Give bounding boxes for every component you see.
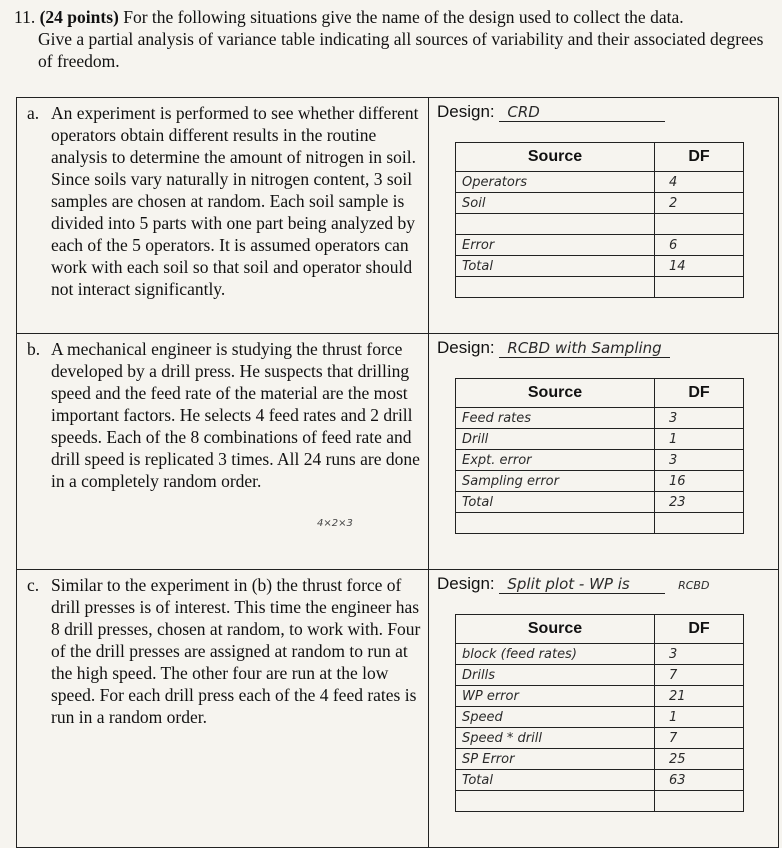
- answer-cell: [429, 334, 779, 570]
- anova-df-cell[interactable]: 6: [655, 235, 744, 256]
- problem-description: [17, 334, 428, 492]
- anova-row: [456, 728, 744, 749]
- df-header: DF: [655, 143, 744, 172]
- design-line: [429, 570, 778, 604]
- design-answer[interactable]: Split plot - WP is: [499, 575, 665, 594]
- anova-row: [456, 791, 744, 812]
- df-header: DF: [655, 615, 744, 644]
- anova-df-cell[interactable]: 23: [655, 492, 744, 513]
- anova-source-cell[interactable]: Sampling error: [456, 471, 655, 492]
- anova-source-cell[interactable]: Drill: [456, 429, 655, 450]
- anova-df-cell[interactable]: 7: [655, 728, 744, 749]
- anova-header-row: [456, 143, 744, 172]
- problem-row: [17, 570, 779, 848]
- anova-source-cell[interactable]: [456, 214, 655, 235]
- anova-row: [456, 686, 744, 707]
- design-line: [429, 98, 778, 132]
- answer-cell: [429, 98, 779, 334]
- anova-df-cell[interactable]: 21: [655, 686, 744, 707]
- problem-text: A mechanical engineer is studying the thrust force developed by a drill press. He suspects that drilling speed and the feed rate of the material are the most important factors. He selects 4 feed rates and 2 drill speeds. Each of the 8 combinations of feed rate and drill speed is replicated 3 times. All 24 runs are done in a completely random order.: [51, 339, 420, 491]
- anova-source-cell[interactable]: [456, 791, 655, 812]
- anova-df-cell[interactable]: 2: [655, 193, 744, 214]
- anova-df-cell[interactable]: 7: [655, 665, 744, 686]
- problem-description-cell: [17, 570, 429, 848]
- problem-description: [17, 570, 428, 728]
- anova-df-cell[interactable]: 14: [655, 256, 744, 277]
- anova-source-cell[interactable]: Speed * drill: [456, 728, 655, 749]
- anova-row: [456, 256, 744, 277]
- anova-header-row: [456, 615, 744, 644]
- anova-row: [456, 172, 744, 193]
- anova-header-row: [456, 379, 744, 408]
- anova-df-cell[interactable]: 1: [655, 707, 744, 728]
- question-prompt: [14, 6, 774, 72]
- anova-df-cell[interactable]: 16: [655, 471, 744, 492]
- question-line-2: Give a partial analysis of variance table indicating all sources of variability and their associated degrees of freedom.: [38, 29, 764, 71]
- anova-source-cell[interactable]: [456, 277, 655, 298]
- anova-df-cell[interactable]: [655, 277, 744, 298]
- design-label: Design:: [437, 338, 495, 357]
- design-answer[interactable]: CRD: [499, 103, 665, 122]
- anova-df-cell[interactable]: 1: [655, 429, 744, 450]
- problem-letter: b.: [27, 339, 41, 359]
- anova-source-cell[interactable]: Drills: [456, 665, 655, 686]
- anova-row: [456, 450, 744, 471]
- problem-letter: a.: [27, 103, 40, 123]
- anova-row: [456, 749, 744, 770]
- anova-df-cell[interactable]: 3: [655, 450, 744, 471]
- source-header: Source: [456, 379, 655, 408]
- anova-df-cell[interactable]: 3: [655, 644, 744, 665]
- design-answer[interactable]: RCBD with Sampling: [499, 339, 669, 358]
- anova-table: [455, 142, 744, 298]
- anova-source-cell[interactable]: Expt. error: [456, 450, 655, 471]
- source-header: Source: [456, 143, 655, 172]
- anova-source-cell[interactable]: Speed: [456, 707, 655, 728]
- anova-df-cell[interactable]: 4: [655, 172, 744, 193]
- anova-table: [455, 614, 744, 812]
- anova-row: [456, 193, 744, 214]
- df-header: DF: [655, 379, 744, 408]
- anova-table: [455, 378, 744, 534]
- question-number: 11.: [14, 7, 36, 27]
- problem-text: Similar to the experiment in (b) the thrust force of drill presses is of interest. This time the engineer has 8 drill presses, chosen at random, to work with. Four of the drill presses are assigned at random to run at the high speed. The other four are run at the low speed. For each drill press each of the 4 feed rates is run in a random order.: [51, 575, 421, 727]
- design-label: Design:: [437, 102, 495, 121]
- answer-cell: [429, 570, 779, 848]
- anova-row: [456, 277, 744, 298]
- anova-source-cell[interactable]: block (feed rates): [456, 644, 655, 665]
- problem-row: [17, 334, 779, 570]
- anova-source-cell[interactable]: Total: [456, 770, 655, 791]
- anova-df-cell[interactable]: 3: [655, 408, 744, 429]
- anova-source-cell[interactable]: Total: [456, 492, 655, 513]
- anova-source-cell[interactable]: Operators: [456, 172, 655, 193]
- anova-source-cell[interactable]: Error: [456, 235, 655, 256]
- design-answer-tail: RCBD: [678, 579, 710, 592]
- anova-row: [456, 471, 744, 492]
- source-header: Source: [456, 615, 655, 644]
- anova-row: [456, 665, 744, 686]
- anova-df-cell[interactable]: [655, 214, 744, 235]
- anova-df-cell[interactable]: [655, 791, 744, 812]
- problem-description: [17, 98, 428, 300]
- anova-row: [456, 707, 744, 728]
- anova-row: [456, 770, 744, 791]
- problem-description-cell: [17, 98, 429, 334]
- problem-letter: c.: [27, 575, 40, 595]
- problem-row: [17, 98, 779, 334]
- anova-row: [456, 214, 744, 235]
- question-line-1: For the following situations give the name of the design used to collect the data.: [123, 7, 684, 27]
- design-label: Design:: [437, 574, 495, 593]
- problems-table: [16, 97, 779, 848]
- anova-df-cell[interactable]: 25: [655, 749, 744, 770]
- anova-source-cell[interactable]: Feed rates: [456, 408, 655, 429]
- anova-source-cell[interactable]: SP Error: [456, 749, 655, 770]
- anova-row: [456, 644, 744, 665]
- anova-row: [456, 408, 744, 429]
- scratch-note: 4×2×3: [317, 518, 353, 529]
- question-points: (24 points): [39, 7, 119, 27]
- anova-df-cell[interactable]: 63: [655, 770, 744, 791]
- problem-text: An experiment is performed to see whether different operators obtain different results in the routine analysis to determine the amount of nitrogen in soil. Since soils vary naturally in nitrogen content, 3 soil samples are chosen at random. Each soil sample is divided into 5 parts with one part being analyzed by each of the 5 operators. It is assumed operators can work with each soil so that soil and operator should not interact significantly.: [51, 103, 419, 299]
- problem-description-cell: [17, 334, 429, 570]
- anova-source-cell[interactable]: WP error: [456, 686, 655, 707]
- anova-row: [456, 492, 744, 513]
- anova-source-cell[interactable]: Soil: [456, 193, 655, 214]
- anova-row: [456, 235, 744, 256]
- anova-source-cell[interactable]: Total: [456, 256, 655, 277]
- anova-row: [456, 429, 744, 450]
- design-line: [429, 334, 778, 368]
